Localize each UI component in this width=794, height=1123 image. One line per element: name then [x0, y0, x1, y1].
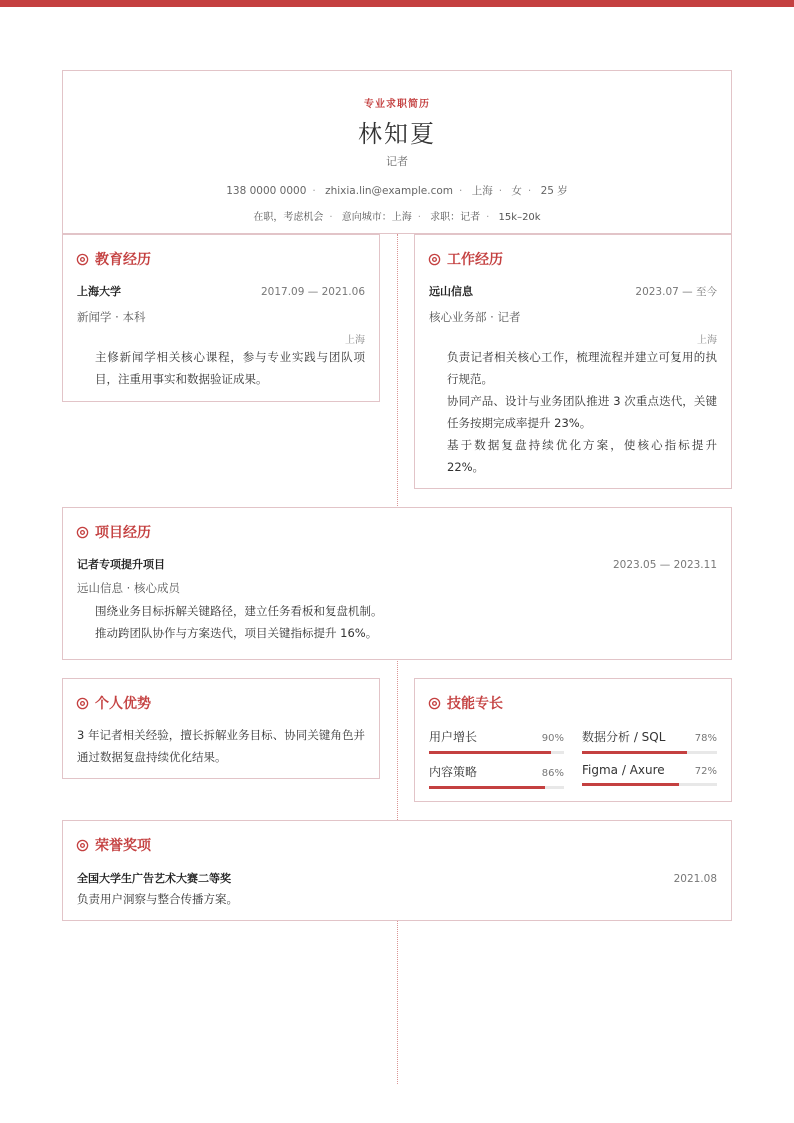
- skills-heading: 技能专长: [428, 693, 503, 713]
- skill-bar: [429, 751, 564, 754]
- education-desc: 主修新闻学相关核心课程，参与专业实践与团队项目，注重用事实和数据验证成果。: [95, 350, 365, 386]
- target-salary: 15k–20k: [498, 212, 541, 223]
- work-date: 2023.07 — 至今: [635, 286, 717, 298]
- strengths-heading: 个人优势: [76, 693, 151, 713]
- resume-header: [62, 70, 732, 234]
- skill-bar-fill: [582, 783, 679, 786]
- work-dept: 核心业务部 · 记者: [429, 310, 521, 324]
- work-location: 上海: [697, 335, 717, 346]
- work-heading: 工作经历: [428, 249, 503, 269]
- education-date: 2017.09 — 2021.06: [260, 286, 365, 298]
- job-status: 在职，考虑机会: [253, 212, 324, 223]
- project-bullet: 推动跨团队协作与方案迭代，项目关键指标提升 16%。: [95, 626, 378, 640]
- skill-bar-fill: [582, 751, 687, 754]
- honors-section: [62, 820, 732, 921]
- header-kicker: 专业求职简历: [364, 99, 430, 110]
- section-icon: [76, 839, 89, 852]
- skill-label: Figma / Axure: [582, 763, 665, 777]
- education-heading: 教育经历: [76, 249, 151, 269]
- project-org: 远山信息 · 核心成员: [77, 581, 180, 595]
- city: 上海: [471, 185, 493, 197]
- skill-label: 内容策略: [429, 765, 478, 779]
- skill-percent: 86%: [541, 768, 564, 779]
- strengths-section: [62, 678, 380, 779]
- job-intent-line: 在职，考虑机会 · 意向城市：上海 · 求职：记者 · 15k–20k: [253, 212, 541, 223]
- education-section: [62, 234, 380, 402]
- skill-item: [582, 728, 717, 754]
- contact-line: 138 0000 0000 · zhixia.lin@example.com · 上海 · 女 · 25 岁: [226, 185, 568, 197]
- age: 25 岁: [540, 185, 568, 197]
- candidate-role: 记者: [386, 155, 408, 168]
- education-entry: [77, 283, 365, 390]
- section-icon: [76, 697, 89, 710]
- section-icon: [76, 253, 89, 266]
- skill-bar-fill: [429, 751, 551, 754]
- target-city: 意向城市：上海: [341, 212, 412, 223]
- work-bullet: 负责记者相关核心工作，梳理流程并建立可复用的执行规范。: [447, 350, 717, 386]
- skills-section: [414, 678, 732, 802]
- skill-item: [429, 728, 564, 754]
- project-section: [62, 507, 732, 660]
- skill-item: [429, 763, 564, 789]
- top-accent-bar: [0, 0, 794, 7]
- work-entry: [429, 283, 717, 478]
- target-job: 求职：记者: [430, 212, 481, 223]
- skill-bar: [429, 786, 564, 789]
- company-name: 远山信息: [429, 285, 473, 298]
- skill-percent: 78%: [694, 733, 717, 744]
- honor-name: 全国大学生广告艺术大赛二等奖: [77, 872, 231, 885]
- section-icon: [428, 253, 441, 266]
- school-name: 上海大学: [77, 285, 121, 298]
- skill-item: [582, 763, 717, 786]
- gender: 女: [511, 185, 522, 197]
- work-section: [414, 234, 732, 489]
- project-entry: [77, 556, 717, 644]
- skill-bar: [582, 751, 717, 754]
- email: zhixia.lin@example.com: [325, 185, 454, 197]
- honor-date: 2021.08: [673, 873, 717, 885]
- strengths-text: 3 年记者相关经验，擅长拆解业务目标、协同关键角色并通过数据复盘持续优化结果。: [77, 728, 365, 764]
- education-location: 上海: [345, 335, 365, 346]
- honors-heading: 荣誉奖项: [76, 835, 151, 855]
- candidate-name: 林知夏: [358, 120, 436, 148]
- project-heading: 项目经历: [76, 522, 151, 542]
- education-major: 新闻学 · 本科: [77, 310, 146, 324]
- project-bullet: 围绕业务目标拆解关键路径，建立任务看板和复盘机制。: [95, 604, 383, 618]
- honor-desc: 负责用户洞察与整合传播方案。: [77, 892, 238, 906]
- skill-bar-fill: [429, 786, 545, 789]
- skill-label: 数据分析 / SQL: [582, 730, 666, 744]
- skill-percent: 90%: [541, 733, 564, 744]
- section-icon: [428, 697, 441, 710]
- skill-label: 用户增长: [429, 730, 478, 744]
- work-bullet: 基于数据复盘持续优化方案，使核心指标提升 22%。: [447, 438, 717, 474]
- section-icon: [76, 526, 89, 539]
- skill-percent: 72%: [694, 766, 717, 777]
- phone: 138 0000 0000: [226, 185, 307, 197]
- skill-bar: [582, 783, 717, 786]
- project-date: 2023.05 — 2023.11: [612, 559, 717, 571]
- work-bullet: 协同产品、设计与业务团队推进 3 次重点迭代，关键任务按期完成率提升 23%。: [447, 394, 717, 430]
- project-name: 记者专项提升项目: [77, 558, 165, 571]
- honor-entry: [77, 870, 717, 910]
